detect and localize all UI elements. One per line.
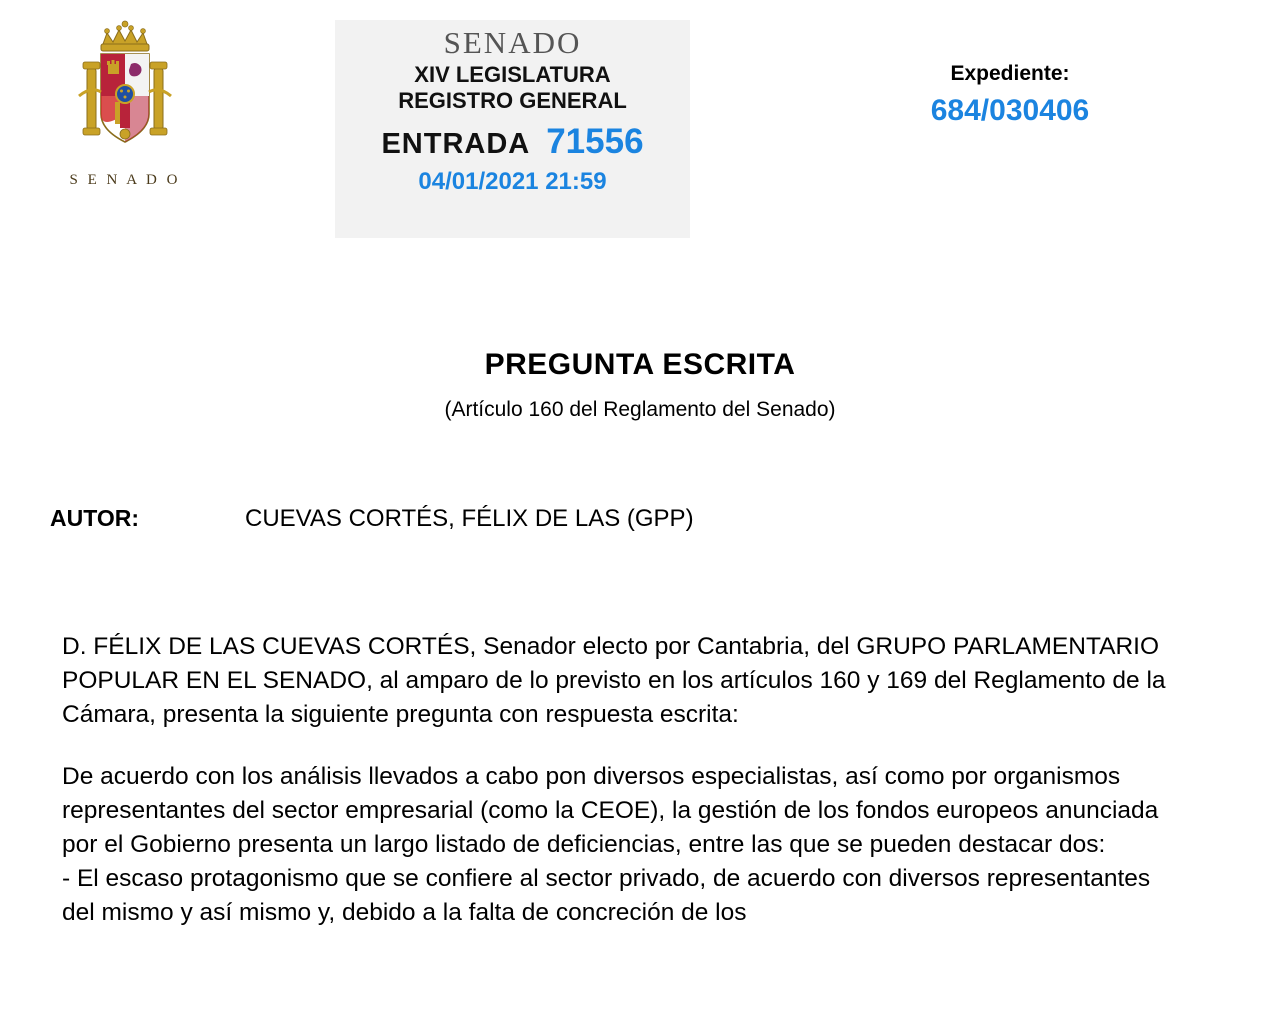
expediente-label: Expediente: xyxy=(950,62,1070,85)
body-paragraph-1: D. FÉLIX DE LAS CUEVAS CORTÉS, Senador electo por Cantabria, del GRUPO PARLAMENTARIO POPULAR EN EL SENADO, al amparo de lo previsto en los artículos 160 y 169 del Reglamento de la Cámara, presenta la siguiente pregunta con respuesta escrita: xyxy=(62,633,1166,728)
spanish-coat-of-arms-icon xyxy=(65,18,185,168)
document-body xyxy=(62,630,1187,929)
stamp-datetime: 04/01/2021 21:59 xyxy=(418,168,607,196)
page-subtitle: (Artículo 160 del Reglamento del Senado) xyxy=(444,398,836,421)
page-title: PREGUNTA ESCRITA xyxy=(484,348,796,381)
stamp-entry-number: 71556 xyxy=(546,122,644,162)
expediente-value: 684/030406 xyxy=(930,94,1090,127)
document-header xyxy=(0,0,1280,250)
stamp-entry-label: ENTRADA xyxy=(381,128,531,161)
expediente-block xyxy=(850,62,1170,128)
stamp-registry: REGISTRO GENERAL xyxy=(398,87,627,113)
author-value: CUEVAS CORTÉS, FÉLIX DE LAS (GPP) xyxy=(245,505,694,532)
stamp-entry-row xyxy=(335,122,690,162)
stamp-legislature: XIV LEGISLATURA xyxy=(414,61,611,87)
author-row xyxy=(50,505,1230,533)
title-block xyxy=(0,348,1280,422)
body-bullet-1: - El escaso protagonismo que se confiere al sector privado, de acuerdo con diversos representantes del mismo y así mismo y, debido a la falta de concreción de los xyxy=(62,864,1151,926)
senate-emblem-block xyxy=(45,18,205,189)
stamp-institution: SENADO xyxy=(443,25,582,60)
body-paragraph-2 xyxy=(62,760,1187,929)
body-paragraph-2-text: De acuerdo con los análisis llevados a cabo pon diversos especialistas, así como por organismos representantes del sector empresarial (como la CEOE), la gestión de los fondos europeos anunciada por el Gobierno presenta un largo listado de deficiencias, entre las que se pueden destacar dos: xyxy=(62,763,1159,858)
author-label: AUTOR: xyxy=(50,505,140,531)
emblem-caption: S E N A D O xyxy=(69,172,181,188)
registry-stamp xyxy=(335,20,690,238)
